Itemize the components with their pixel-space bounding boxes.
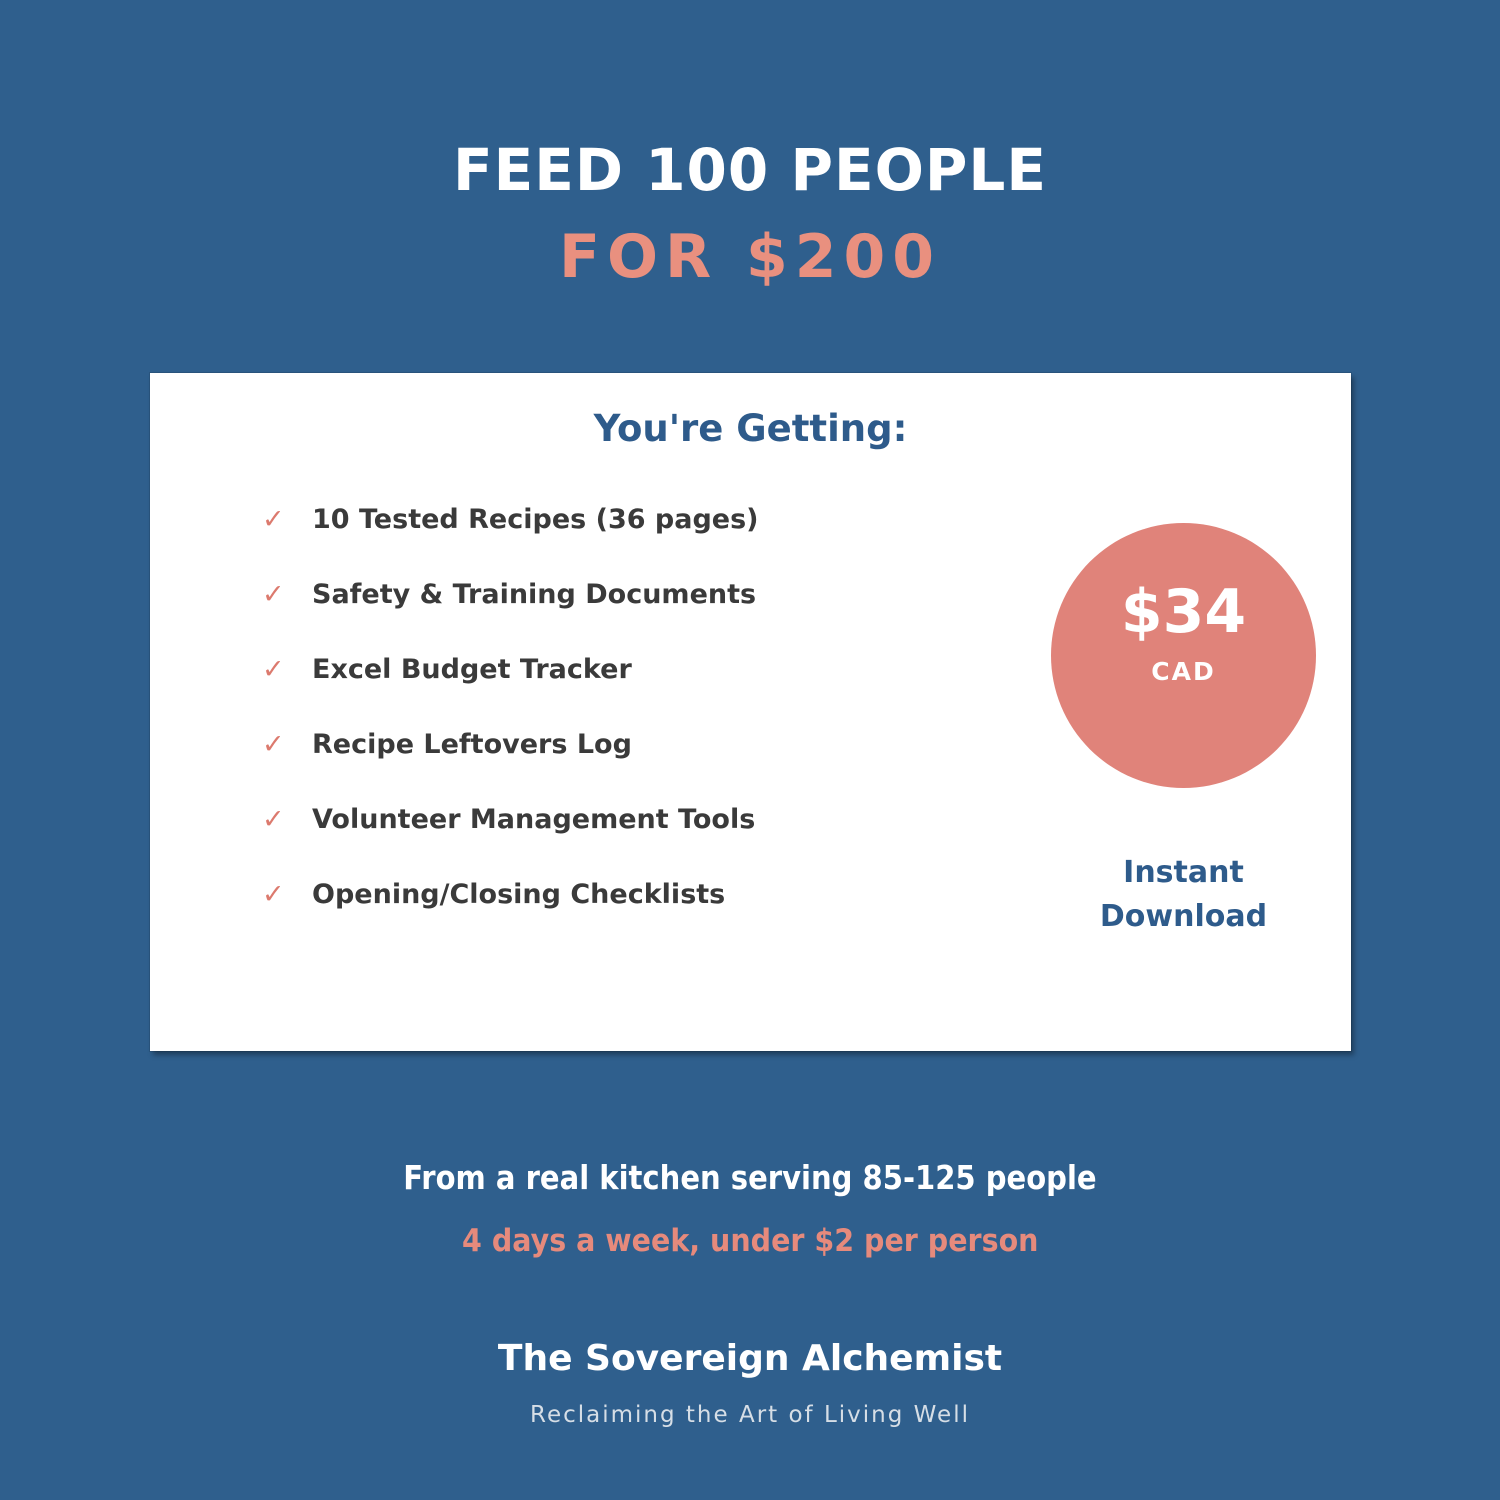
check-icon: ✓ — [262, 879, 285, 910]
feature-label: Excel Budget Tracker — [312, 654, 632, 685]
feature-label: Opening/Closing Checklists — [312, 879, 726, 910]
price-currency: CAD — [1151, 657, 1216, 686]
tagline-secondary — [0, 1223, 1500, 1259]
delivery-note — [1051, 851, 1316, 939]
feature-item — [262, 878, 759, 912]
card-heading: You're Getting: — [593, 407, 908, 450]
feature-item — [262, 728, 759, 762]
brand-slogan: Reclaiming the Art of Living Well — [530, 1402, 970, 1428]
feature-item — [262, 578, 759, 612]
tagline-secondary-text: 4 days a week, under $2 per person — [461, 1223, 1039, 1259]
feature-item — [262, 653, 759, 687]
check-icon: ✓ — [262, 804, 285, 835]
feature-item — [262, 803, 759, 837]
brand-name: The Sovereign Alchemist — [497, 1338, 1003, 1379]
tagline-primary-text: From a real kitchen serving 85-125 people — [403, 1158, 1097, 1197]
check-icon: ✓ — [262, 654, 285, 685]
offer-card — [150, 373, 1351, 1051]
feature-label: 10 Tested Recipes (36 pages) — [312, 504, 759, 535]
tagline-primary — [0, 1158, 1500, 1197]
check-icon: ✓ — [262, 729, 285, 760]
delivery-line-1: Instant — [1123, 855, 1244, 890]
check-icon: ✓ — [262, 504, 285, 535]
headline: FEED 100 PEOPLE — [453, 136, 1047, 204]
feature-item — [262, 503, 759, 537]
headline-price: FOR $200 — [558, 222, 942, 292]
feature-list — [262, 503, 759, 953]
delivery-line-2: Download — [1099, 899, 1268, 934]
feature-label: Volunteer Management Tools — [312, 804, 756, 835]
feature-label: Safety & Training Documents — [312, 579, 757, 610]
check-icon: ✓ — [262, 579, 285, 610]
feature-label: Recipe Leftovers Log — [312, 729, 632, 760]
price-amount: $34 — [1120, 577, 1247, 647]
price-badge — [1051, 523, 1316, 788]
